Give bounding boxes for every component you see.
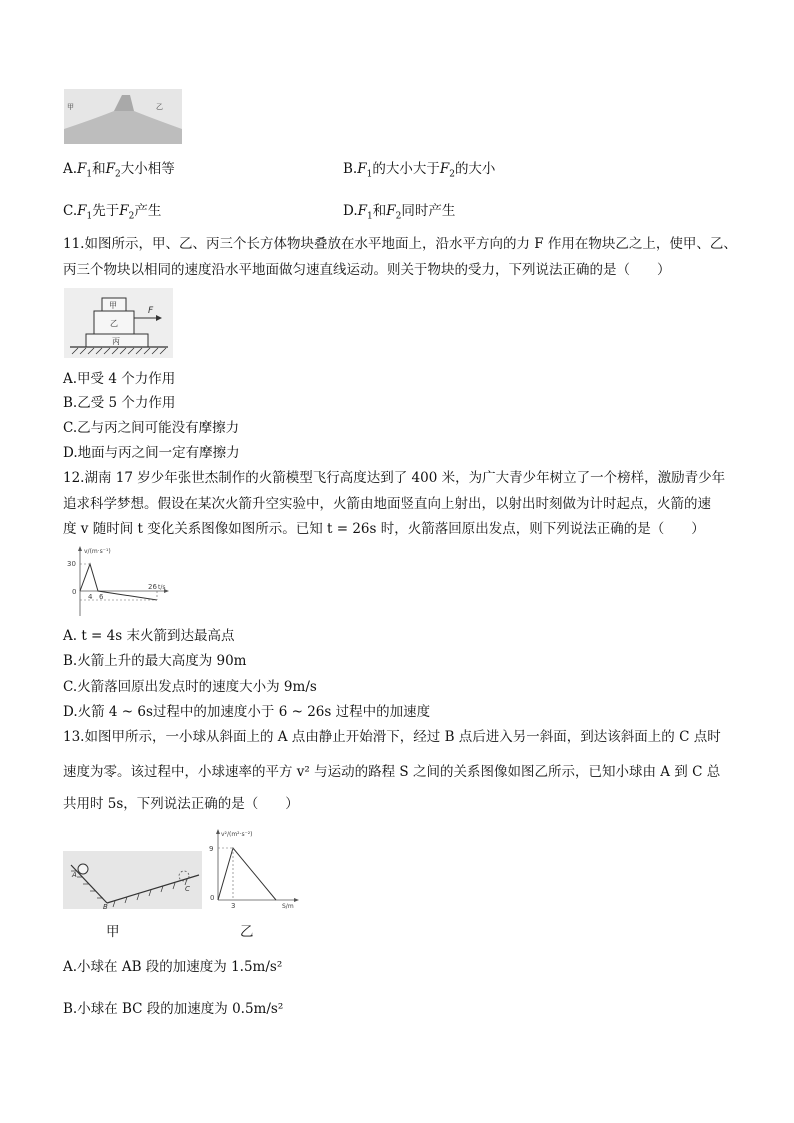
q12-option-c: C.火箭落回原出发点时的速度大小为 9m/s [63,679,317,695]
q12-stem-line-3: 度 v 随时间 t 变化关系图像如图所示。已知 t = 26s 时，火箭落回原出发点，则下列说法正确的是（ ） [63,521,705,537]
q12-stem-line-1: 12.湖南 17 岁少年张世杰制作的火箭模型飞行高度达到了 400 米，为广大青少年树立了一个榜样，激励青少年 [63,470,726,486]
q11-option-a: A.甲受 4 个力作用 [63,371,176,387]
q13-stem-line-1: 13.如图甲所示，一小球从斜面上的 A 点由静止开始滑下，经过 B 点后进入另一斜面，到达该斜面上的 C 点时 [63,729,721,745]
q10-option-a: $A.F_1$和$F_2$大小相等 [63,161,175,180]
q12-fig-origin: 0 [72,588,77,596]
q10-option-c: $C.F_1$先于$F_2$产生 [63,203,162,222]
q12-stem-line-2: 追求科学梦想。假设在某次火箭升空实验中，火箭由地面竖直向上射出，以射出时刻做为计时起点，火箭的速 [63,496,711,512]
q13-option-b: B.小球在 BC 段的加速度为 0.5m/s² [63,1001,284,1017]
q11-option-c: C.乙与丙之间可能没有摩擦力 [63,420,240,436]
q12-option-a: A. t = 4s 末火箭到达最高点 [63,628,235,644]
q13-caption-yi: 乙 [240,924,254,940]
q12-fig-y-tick-30: 30 [67,560,76,568]
q13-option-a: A.小球在 AB 段的加速度为 1.5m/s² [63,959,283,975]
q13-fig-jia-label-b: B [103,903,108,909]
q13-fig-jia-label-c: C [185,885,190,893]
q11-stem-line-1: 11.如图所示，甲、乙、丙三个长方体物块叠放在水平地面上，沿水平方向的力 F 作用在物块乙之上，使甲、乙、 [63,236,737,252]
q11-fig-label-force: F [148,306,154,316]
q12-fig-x-tick-4: 4 [88,593,93,601]
q11-figure-stacked-blocks [64,288,173,358]
q13-fig-yi-y-tick-9: 9 [209,845,214,853]
q12-fig-x-tick-6: 6 [99,593,104,601]
q13-fig-yi-x-tick-3: 3 [231,902,236,910]
q13-figure-jia-slopes [63,851,202,909]
q11-option-d: D.地面与丙之间一定有摩擦力 [63,445,240,461]
q12-option-d: D.火箭 4 ~ 6s过程中的加速度小于 6 ~ 26s 过程中的加速度 [63,704,431,720]
q12-option-b: B.火箭上升的最大高度为 90m [63,653,247,669]
q10-figure-arm-wrestling [64,89,182,144]
q13-fig-yi-origin: 0 [210,894,215,902]
q10-fig-label-left: 甲 [67,103,74,111]
q13-stem-line-2: 速度为零。该过程中，小球速率的平方 v² 与运动的路程 S 之间的关系图像如图乙所示，已知小球由 A 到 C 总 [63,764,721,780]
q13-fig-yi-xlabel: S/m [282,903,294,910]
q13-fig-yi-ylabel: v²/(m²·s⁻²) [221,831,253,838]
q10-option-d: $D.F_1$和$F_2$同时产生 [343,203,456,222]
q11-fig-label-bottom: 丙 [112,337,120,346]
q12-figure-v-t-graph [62,544,172,620]
q13-figure-yi-v2-s-graph [206,826,302,910]
q13-caption-jia: 甲 [106,924,120,940]
q11-fig-label-top: 甲 [109,301,117,310]
q11-option-b: B.乙受 5 个力作用 [63,395,176,411]
q13-stem-line-3: 共用时 5s，下列说法正确的是（ ） [63,796,299,812]
q10-option-b: $B.F_1$的大小大于$F_2$的大小 [343,161,496,180]
q12-fig-ylabel: v/(m·s⁻¹) [84,548,111,555]
q13-fig-jia-label-a: A [72,871,77,879]
q12-fig-x-tick-26: 26 [148,583,157,591]
q11-fig-label-mid: 乙 [110,319,118,328]
q11-stem-line-2: 丙三个物块以相同的速度沿水平地面做匀速直线运动。则关于物块的受力，下列说法正确的是（ ） [63,262,671,278]
q10-fig-label-right: 乙 [156,103,163,111]
q12-fig-xlabel: t/s [158,584,166,591]
